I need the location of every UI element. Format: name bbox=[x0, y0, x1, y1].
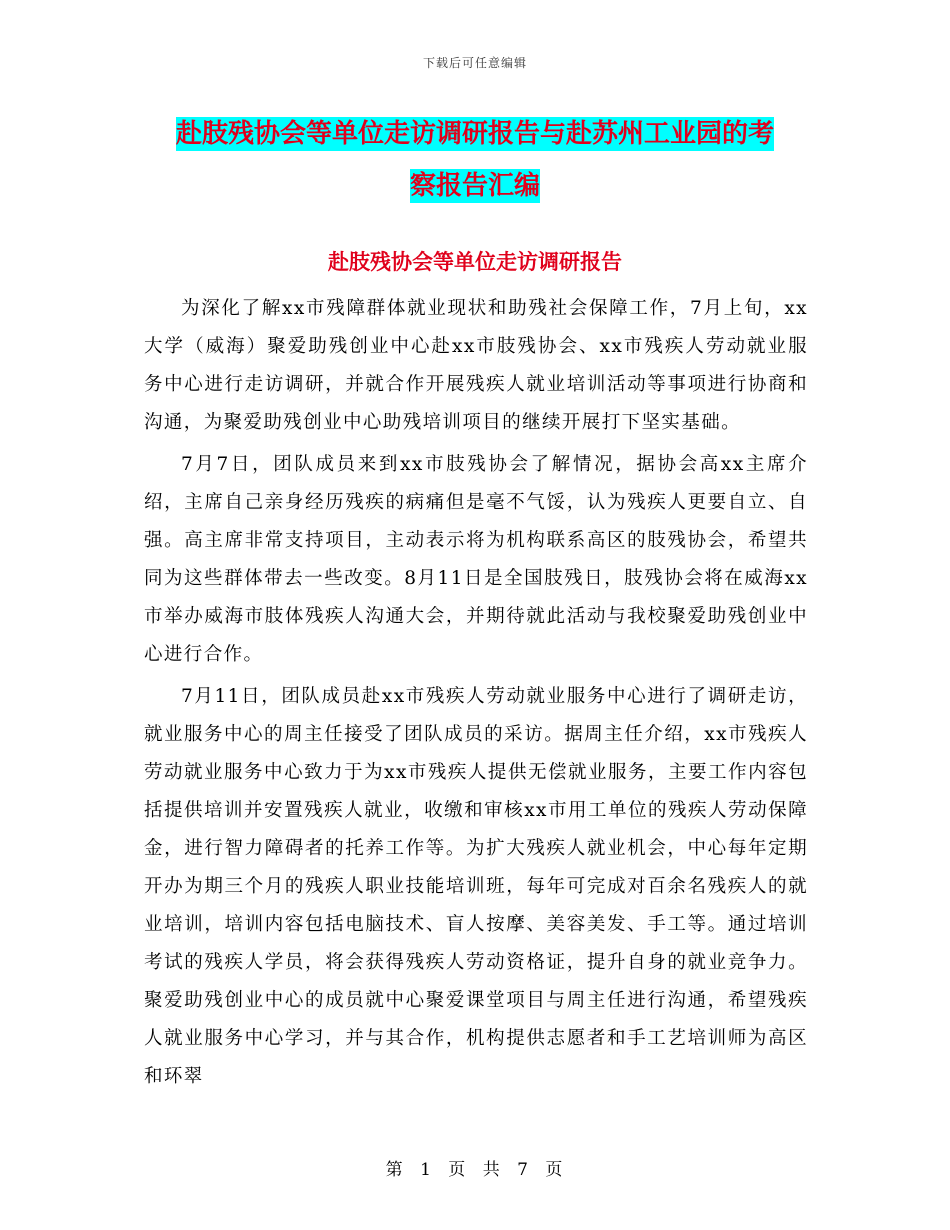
footer-label-gong: 共 bbox=[482, 1160, 502, 1180]
footer-current-page: 1 bbox=[420, 1160, 433, 1180]
footer-label-di: 第 bbox=[385, 1160, 405, 1180]
page-footer bbox=[0, 1155, 950, 1180]
document-body bbox=[144, 290, 808, 1100]
section-title: 赴肢残协会等单位走访调研报告 bbox=[328, 250, 622, 274]
header-note: 下载后可任意编辑 bbox=[422, 56, 527, 70]
document-title-line-1: 赴肢残协会等单位走访调研报告与赴苏州工业园的考 bbox=[175, 119, 774, 149]
footer-label-ye-end: 页 bbox=[545, 1160, 565, 1180]
paragraph-2: 7月7日，团队成员来到xx市肢残协会了解情况，据协会高xx主席介绍，主席自己亲身经历残疾的病痛但是毫不气馁，认为残疾人更要自立、自强。高主席非常支持项目，主动表示将为机构联系高区的肢残协会，希望共同为这些群体带去一些改变。8月11日是全国肢残日，肢残协会将在威海xx市举办威海市肢体残疾人沟通大会，并期待就此活动与我校聚爱助残创业中心进行合作。 bbox=[144, 454, 808, 665]
document-title bbox=[0, 108, 950, 212]
footer-label-ye: 页 bbox=[448, 1160, 468, 1180]
paragraph-1: 为深化了解xx市残障群体就业现状和助残社会保障工作，7月上旬，xx大学（威海）聚爱助残创业中心赴xx市肢残协会、xx市残疾人劳动就业服务中心进行走访调研，并就合作开展残疾人就业培训活动等事项进行协商和沟通，为聚爱助残创业中心助残培训项目的继续开展打下坚实基础。 bbox=[144, 298, 808, 433]
footer-total-pages: 7 bbox=[517, 1160, 530, 1180]
paragraph-3: 7月11日，团队成员赴xx市残疾人劳动就业服务中心进行了调研走访，就业服务中心的周主任接受了团队成员的采访。据周主任介绍，xx市残疾人劳动就业服务中心致力于为xx市残疾人提供无偿就业服务，主要工作内容包括提供培训并安置残疾人就业，收缴和审核xx市用工单位的残疾人劳动保障金，进行智力障碍者的托养工作等。为扩大残疾人就业机会，中心每年定期开办为期三个月的残疾人职业技能培训班，每年可完成对百余名残疾人的就业培训，培训内容包括电脑技术、盲人按摩、美容美发、手工等。通过培训考试的残疾人学员，将会获得残疾人劳动资格证，提升自身的就业竞争力。聚爱助残创业中心的成员就中心聚爱课堂项目与周主任进行沟通，希望残疾人就业服务中心学习，并与其合作，机构提供志愿者和手工艺培训师为高区和环翠 bbox=[144, 686, 808, 1087]
document-title-line-2: 察报告汇编 bbox=[409, 171, 540, 201]
